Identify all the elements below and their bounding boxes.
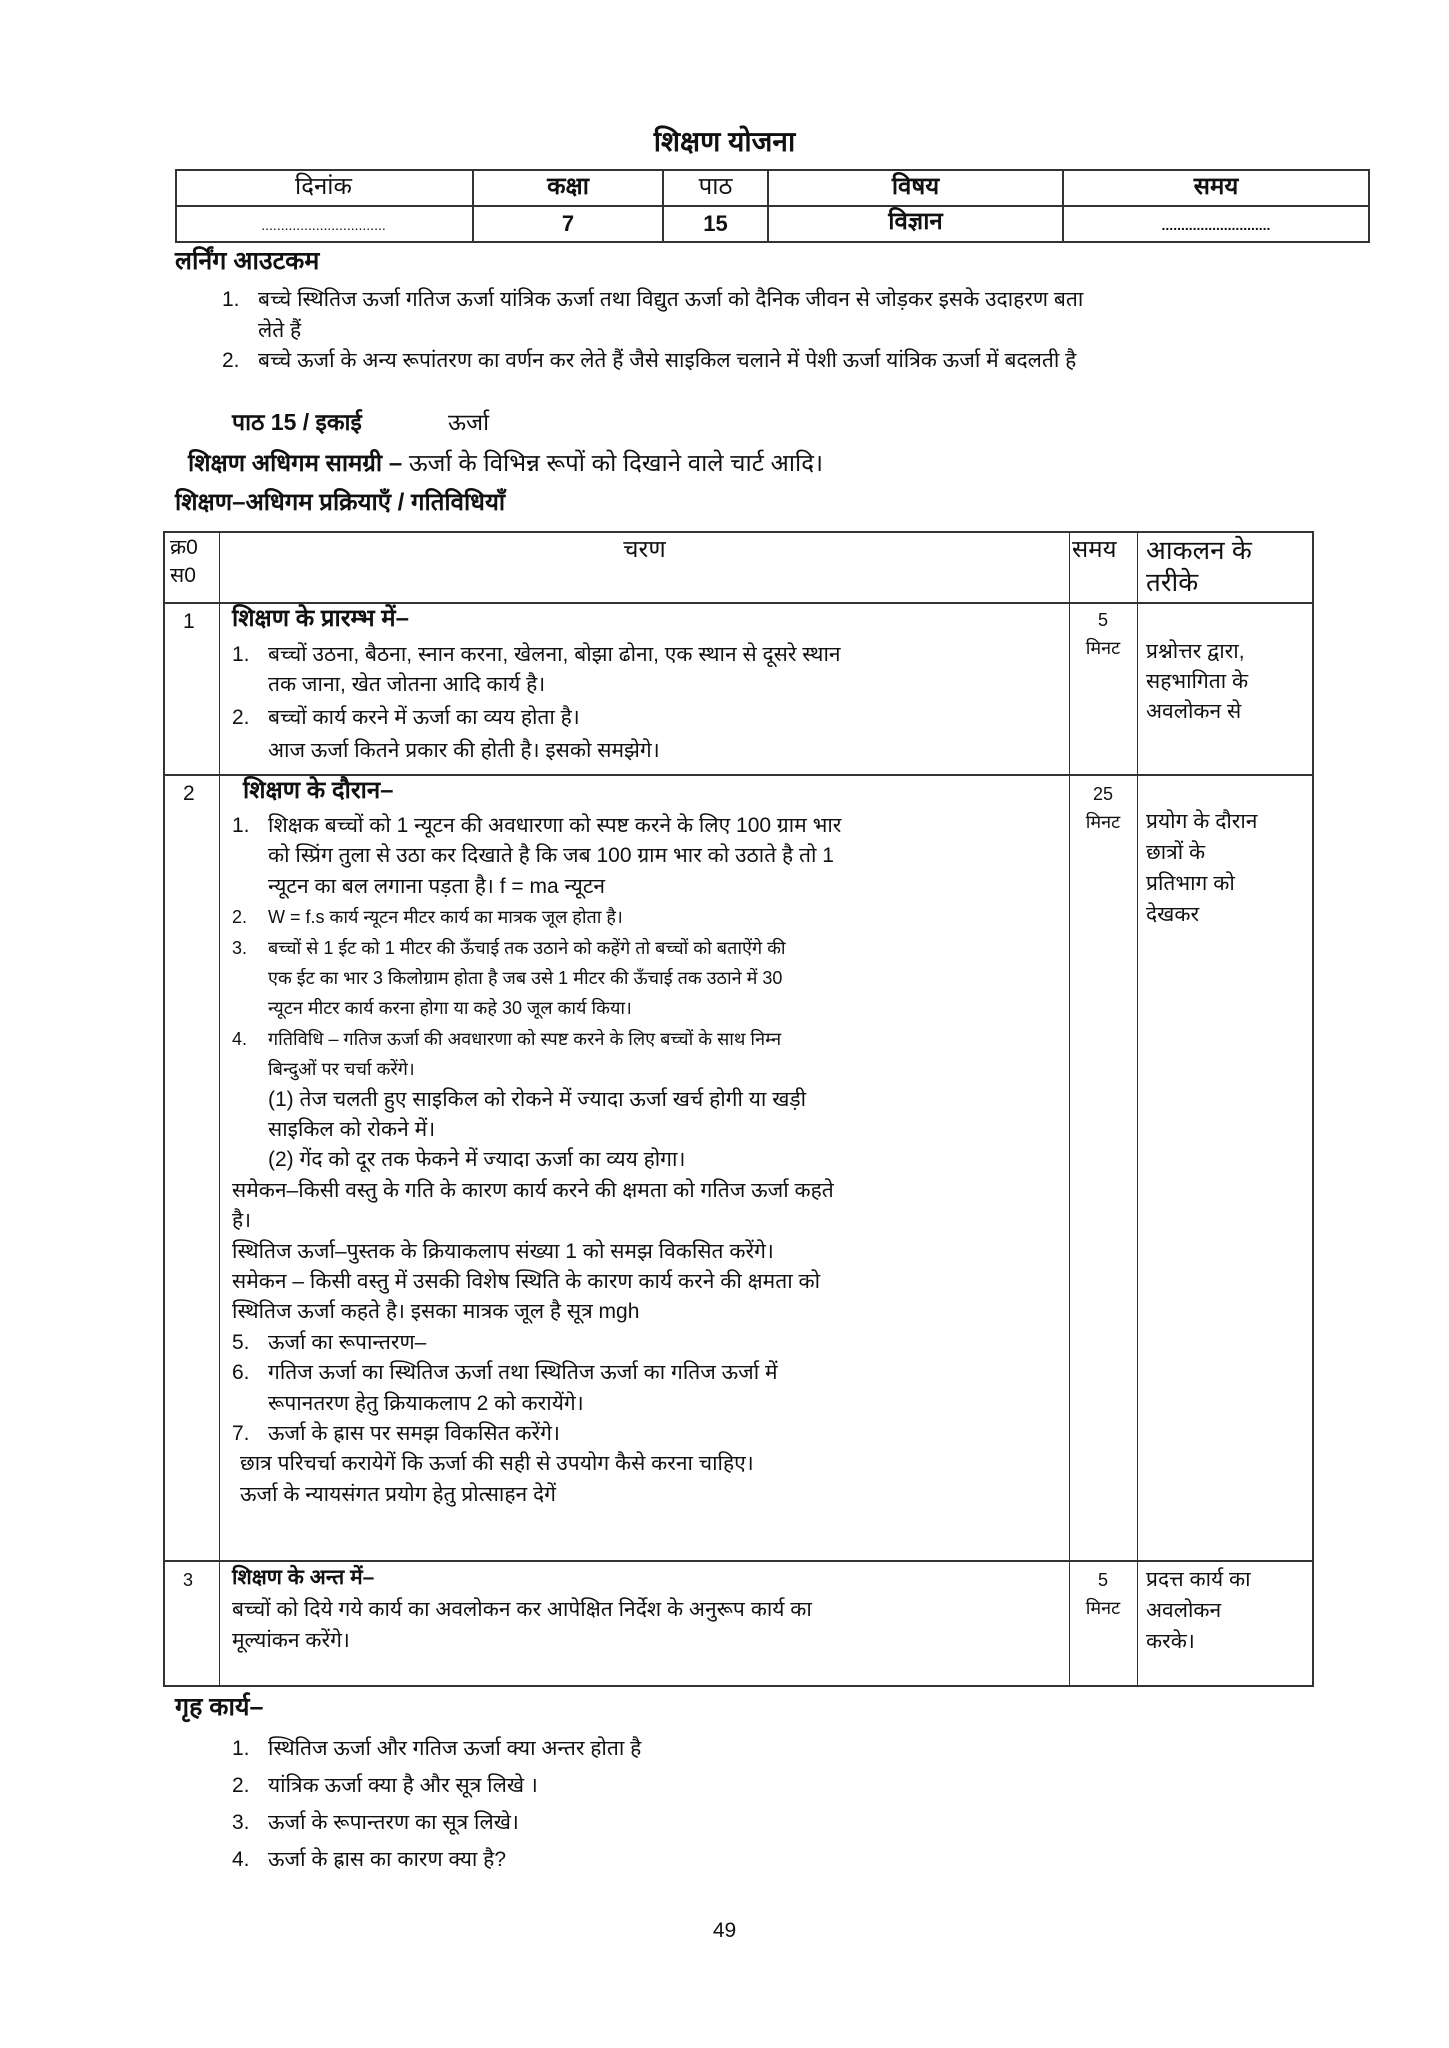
step-line: समेकन – किसी वस्तु में उसकी विशेष स्थिति के कारण कार्य करने की क्षमता को: [232, 1270, 821, 1293]
row-number: 2: [183, 782, 195, 805]
homework-item: 1. स्थितिज ऊर्जा और गतिज ऊर्जा क्या अन्तर होता है: [232, 1737, 642, 1760]
outcome-item: 1. बच्चे स्थितिज ऊर्जा गतिज ऊर्जा यांत्रिक ऊर्जा तथा विद्युत ऊर्जा को दैनिक जीवन से जोड़कर इसके उदाहरण बता: [222, 288, 1084, 311]
step-line: समेकन–किसी वस्तु के गति के कारण कार्य करने की क्षमता को गतिज ऊर्जा कहते: [232, 1178, 834, 1202]
step-line: स्थितिज ऊर्जा कहते है। इसका मात्रक जूल है सूत्र mgh: [232, 1300, 640, 1324]
page-number: 49: [712, 1919, 737, 1942]
step-line: है।: [232, 1209, 252, 1233]
step-line: 5. ऊर्जा का रूपान्तरण–: [232, 1330, 427, 1354]
step-line: एक ईट का भार 3 किलोग्राम होता है जब उसे 1 मीटर की ऊँचाई तक उठाने में 30: [268, 968, 783, 988]
step-line: न्यूटन मीटर कार्य करना होगा या कहे 30 जूल कार्य किया।: [268, 998, 632, 1019]
row-title: शिक्षण के अन्त में–: [232, 1566, 375, 1589]
row-title: शिक्षण के दौरान–: [243, 777, 394, 804]
step-line: (2) गेंद को दूर तक फेकने में ज्यादा ऊर्जा का व्यय होगा।: [268, 1148, 686, 1172]
header-assessment: आकलन के तरीके: [1146, 535, 1252, 597]
homework-item: 2. यांत्रिक ऊर्जा क्या है और सूत्र लिखे ।: [232, 1774, 538, 1797]
step-line: साइकिल को रोकने में।: [268, 1118, 436, 1141]
homework-heading: गृह कार्य–: [175, 1693, 264, 1721]
row-assessment: प्रदत्त कार्य का अवलोकन करके।: [1146, 1568, 1251, 1653]
header-steps: चरण: [623, 536, 666, 563]
step-line: छात्र परिचर्चा करायेगें कि ऊर्जा की सही से उपयोग कैसे करना चाहिए।: [240, 1452, 754, 1476]
homework-item: 4. ऊर्जा के ह्रास का कारण क्या है?: [232, 1848, 507, 1871]
row-assessment: प्रश्नोत्तर द्वारा, सहभागिता के अवलोकन से: [1146, 640, 1249, 723]
outcome-item-cont: लेते हैं: [258, 319, 302, 342]
unit-label: पाठ 15 / इकाई: [232, 409, 362, 435]
header-time: समय: [1072, 536, 1117, 563]
row-time: 25 मिनट: [1085, 784, 1121, 832]
step-line: 3. बच्चों से 1 ईट को 1 मीटर की ऊँचाई तक उठाने को कहेंगे तो बच्चों को बताऐंगे की: [232, 937, 786, 958]
class-value: 7: [561, 211, 575, 236]
outcome-item: 2. बच्चे ऊर्जा के अन्य रूपांतरण का वर्णन कर लेते हैं जैसे साइकिल चलाने में पेशी ऊर्जा यांत्रिक ऊर्जा में बदलती है: [222, 349, 1077, 372]
row-time: 5 मिनट: [1085, 1570, 1121, 1618]
step-line: 6. गतिज ऊर्जा का स्थितिज ऊर्जा तथा स्थितिज ऊर्जा का गतिज ऊर्जा में: [232, 1361, 778, 1385]
row-time: 5 मिनट: [1085, 610, 1121, 658]
header-sno: क्र0 स0: [170, 536, 198, 587]
row-number: 3: [183, 1570, 194, 1590]
header-date: दिनांक: [295, 173, 352, 200]
step-line: ऊर्जा के न्यायसंगत प्रयोग हेतु प्रोत्साहन देगें: [240, 1482, 556, 1506]
row-number: 1: [183, 610, 195, 633]
row-title: शिक्षण के प्रारम्भ में–: [232, 605, 409, 632]
step-line: स्थितिज ऊर्जा–पुस्तक के क्रियाकलाप संख्या 1 को समझ विकसित करेंगे।: [232, 1239, 774, 1263]
process-heading: शिक्षण–अधिगम प्रक्रियाएँ / गतिविधियाँ: [175, 489, 506, 516]
step-line: न्यूटन का बल लगाना पड़ता है। f = ma न्यूटन: [268, 874, 606, 898]
step-line: (1) तेज चलती हुए साइकिल को रोकने में ज्यादा ऊर्जा खर्च होगी या खड़ी: [268, 1087, 807, 1111]
step-line: 4. गतिविधि – गतिज ऊर्जा की अवधारणा को स्पष्ट करने के लिए बच्चों के साथ निम्न: [232, 1028, 782, 1049]
homework-item: 3. ऊर्जा के रूपान्तरण का सूत्र लिखे।: [232, 1811, 519, 1834]
materials: शिक्षण अधिगम सामग्री – ऊर्जा के विभिन्न रूपों को दिखाने वाले चार्ट आदि।: [188, 450, 824, 477]
subject-value: विज्ञान: [888, 208, 943, 235]
header-lesson: पाठ: [698, 173, 733, 200]
date-value: ................................: [261, 217, 386, 233]
time-value: ............................: [1161, 217, 1271, 233]
page-title: शिक्षण योजना: [653, 126, 796, 157]
header-subject: विषय: [891, 173, 940, 200]
step-line: को स्प्रिंग तुला से उठा कर दिखाते है कि जब 100 ग्राम भार को उठाते है तो 1: [268, 844, 834, 868]
outcomes-heading: लर्निंग आउटकम: [175, 247, 320, 275]
step-line: बिन्दुओं पर चर्चा करेंगे।: [268, 1059, 415, 1080]
step-line: 1. शिक्षक बच्चों को 1 न्यूटन की अवधारणा को स्पष्ट करने के लिए 100 ग्राम भार: [232, 814, 842, 837]
row-assessment: प्रयोग के दौरान छात्रों के प्रतिभाग को देखकर: [1146, 810, 1258, 926]
unit-value: ऊर्जा: [448, 409, 490, 435]
step-line: 7. ऊर्जा के ह्रास पर समझ विकसित करेंगे।: [232, 1422, 560, 1445]
step-line: रूपानतरण हेतु क्रियाकलाप 2 को करायेंगे।: [268, 1391, 584, 1415]
header-time: समय: [1193, 173, 1239, 200]
lesson-value: 15: [703, 211, 728, 236]
step-line: 2. W = f.s कार्य न्यूटन मीटर कार्य का मात्रक जूल होता है।: [232, 907, 623, 928]
header-class: कक्षा: [547, 173, 589, 200]
